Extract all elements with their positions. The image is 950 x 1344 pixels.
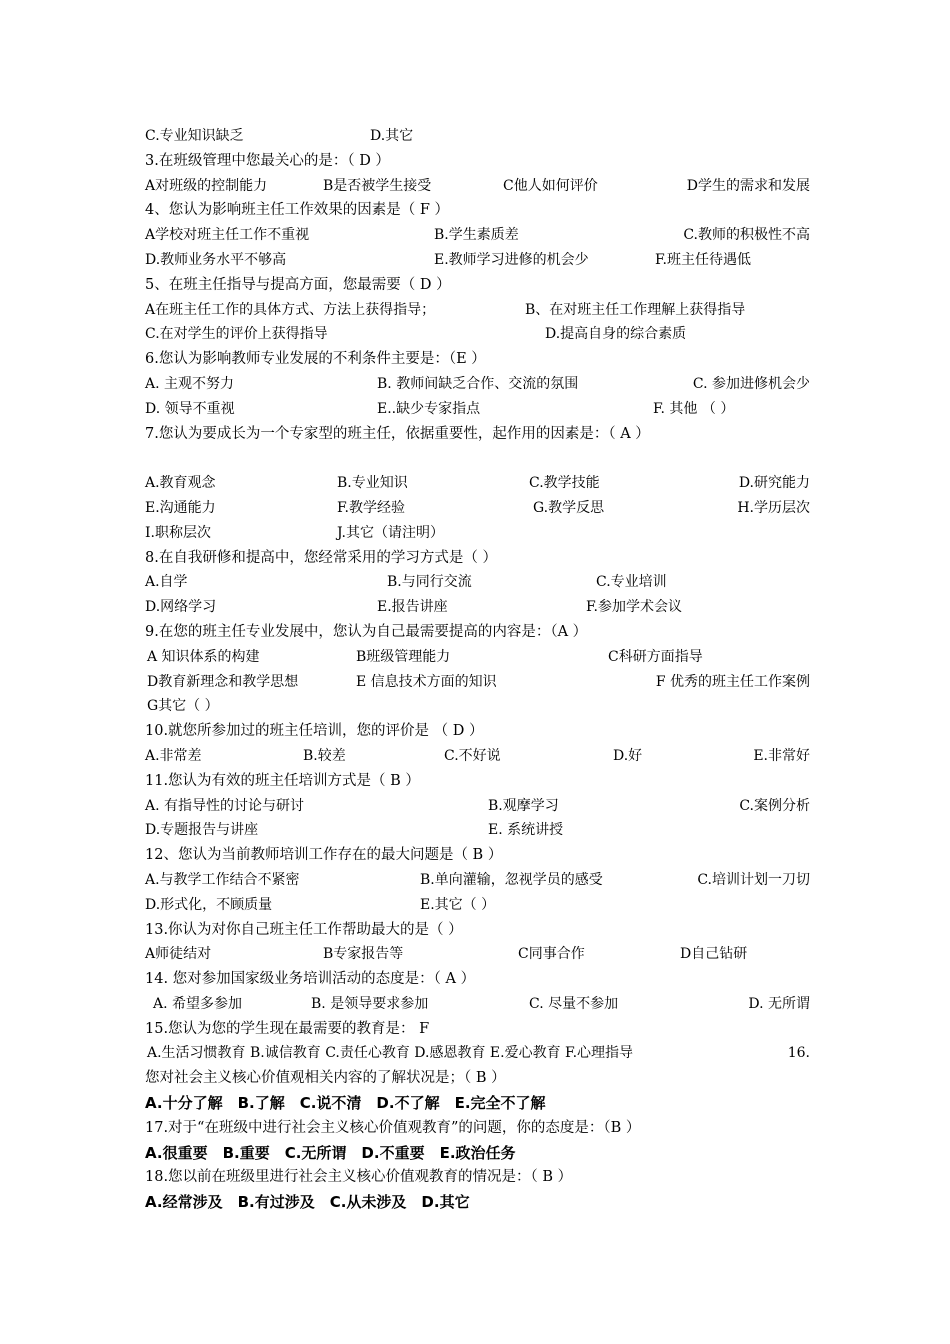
option-d: D教育新理念和教学思想: [147, 673, 299, 690]
question-16: 您对社会主义核心价值观相关内容的了解状况是；（ B ）: [145, 1070, 506, 1087]
question-9: 9.在您的班主任专业发展中，您认为自己最需要提高的内容是：（A ）: [145, 623, 588, 640]
option-e: E 信息技术方面的知识: [356, 673, 497, 690]
option-f: F. 其他 （ ）: [653, 400, 735, 417]
question-3-options: [145, 174, 810, 199]
option-d: D. 领导不重视: [145, 400, 235, 417]
option-f: F.班主任待遇低: [655, 251, 751, 268]
question-6: 6.您认为影响教师专业发展的不利条件主要是：（E ）: [145, 351, 486, 368]
option-c: C.不好说: [444, 747, 501, 764]
option-e: E.沟通能力: [145, 499, 216, 516]
question-10-options: [145, 744, 810, 769]
question-5-options-2: [145, 322, 810, 347]
option-d: D.提高自身的综合素质: [545, 326, 687, 343]
option-a: A.教育观念: [145, 475, 216, 492]
option-f: F.教学经验: [337, 499, 405, 516]
option-a: A对班级的控制能力: [145, 177, 268, 194]
option-c: C同事合作: [518, 946, 585, 963]
option-c: C. 参加进修机会少: [692, 375, 810, 392]
question-14: 14. 您对参加国家级业务培训活动的态度是：（ A ）: [145, 971, 476, 988]
option-i: I.职称层次: [145, 524, 211, 541]
question-15: 15.您认为您的学生现在最需要的教育是： F: [145, 1020, 430, 1037]
option-a: A学校对班主任工作不重视: [145, 227, 310, 244]
option-d: D.教师业务水平不够高: [145, 251, 287, 268]
question-5-options-1: [145, 298, 810, 323]
question-4: 4、您认为影响班主任工作效果的因素是（ F ）: [145, 202, 450, 219]
question-11: 11.您认为有效的班主任培训方式是（ B ）: [145, 772, 420, 789]
question-11-options-2: [145, 818, 810, 843]
option-b: B. 是领导要求参加: [311, 995, 429, 1012]
option-f: F.参加学术会议: [586, 599, 682, 616]
question-11-options-1: [145, 794, 810, 819]
option-c: C. 尽量不参加: [529, 995, 619, 1012]
option-d: D.研究能力: [738, 475, 810, 492]
option-e: E.其它（ ）: [420, 896, 496, 913]
question-12: 12、您认为当前教师培训工作存在的最大问题是（ B ）: [145, 847, 503, 864]
option-g: G其它（ ）: [147, 698, 219, 715]
question-10: 10.就您所参加过的班主任培训，您的评价是 （ D ）: [145, 723, 484, 740]
question-6-options-1: [145, 372, 810, 397]
question-17-options: A.很重要 B.重要 C.无所谓 D.不重要 E.政治任务: [145, 1143, 516, 1162]
option-c: C.专业知识缺乏: [145, 128, 244, 144]
question-13-options: [145, 942, 810, 967]
option-a: A在班主任工作的具体方式、方法上获得指导；: [145, 301, 436, 318]
question-16-number: 16.: [787, 1045, 810, 1062]
option-e: E.报告讲座: [377, 599, 448, 616]
option-d: D.其它: [370, 128, 414, 144]
options-text: A.生活习惯教育 B.诚信教育 C.责任心教育 D.感恩教育 E.爱心教育 F.心理指导: [147, 1045, 634, 1062]
option-a: A.与教学工作结合不紧密: [145, 871, 300, 888]
blank-line: [145, 446, 810, 471]
question-7-options-1: [145, 471, 810, 496]
question-8: 8.在自我研修和提高中，您经常采用的学习方式是（ ）: [145, 549, 497, 566]
question-16-options: A.十分了解 B.了解 C.说不清 D.不了解 E.完全不了解: [145, 1094, 546, 1113]
option-f: F 优秀的班主任工作案例: [655, 673, 810, 690]
question-5: 5、在班主任指导与提高方面，您最需要（ D ）: [145, 276, 451, 293]
question-3: 3.在班级管理中您最关心的是：（ D ）: [145, 152, 390, 169]
question-4-options-2: [145, 248, 810, 273]
question-12-options-1: [145, 868, 810, 893]
question-7: 7.您认为要成长为一个专家型的班主任，依据重要性，起作用的因素是：（ A ）: [145, 425, 650, 442]
options-line: [145, 124, 810, 149]
question-18: 18.您以前在班级里进行社会主义核心价值观教育的情况是：（ B ）: [145, 1169, 573, 1186]
option-d: D.专题报告与讲座: [145, 822, 259, 839]
question-9-options-3: [145, 694, 810, 719]
option-b: B班级管理能力: [356, 648, 451, 665]
option-c: C.专业培训: [596, 574, 667, 591]
option-c: C他人如何评价: [503, 177, 598, 194]
question-7-options-2: [145, 496, 810, 521]
option-a: A. 主观不努力: [145, 375, 235, 392]
questionnaire-body: [145, 124, 810, 1215]
question-17: 17.对于“在班级中进行社会主义核心价值观教育”的问题，你的态度是：（B ）: [145, 1119, 641, 1136]
option-d: D.好: [613, 747, 643, 764]
option-a: A.自学: [145, 574, 188, 591]
option-d: D学生的需求和发展: [686, 177, 810, 194]
option-d: D.网络学习: [145, 599, 217, 616]
option-h: H.学历层次: [737, 499, 810, 516]
question-8-options-2: [145, 595, 810, 620]
option-b: B专家报告等: [323, 946, 404, 963]
option-b: B.观摩学习: [488, 797, 559, 814]
option-b: B.单向灌输，忽视学员的感受: [420, 871, 603, 888]
option-c: C.教学技能: [529, 475, 600, 492]
question-18-options: A.经常涉及 B.有过涉及 C.从未涉及 D.其它: [145, 1193, 470, 1212]
option-b: B. 教师间缺乏合作、交流的氛围: [377, 375, 579, 392]
question-9-options-2: [145, 670, 810, 695]
option-c: C.案例分析: [739, 797, 810, 814]
question-15-options: [145, 1041, 810, 1066]
option-b: B.较差: [303, 747, 346, 764]
option-c: C.在对学生的评价上获得指导: [145, 326, 328, 343]
question-8-options-1: [145, 570, 810, 595]
option-a: A师徒结对: [145, 946, 212, 963]
option-e: E.教师学习进修的机会少: [434, 251, 589, 268]
option-d: D. 无所谓: [748, 995, 810, 1012]
option-c: C.教师的积极性不高: [683, 227, 810, 244]
option-d: D.形式化，不顾质量: [145, 896, 273, 913]
option-b: B是否被学生接受: [323, 177, 432, 194]
option-b: B、在对班主任工作理解上获得指导: [525, 301, 746, 318]
option-a: A. 希望多参加: [153, 995, 243, 1012]
question-14-options: [145, 992, 810, 1017]
option-b: B.与同行交流: [387, 574, 472, 591]
option-c: C科研方面指导: [608, 648, 703, 665]
option-c: C.培训计划一刀切: [697, 871, 810, 888]
option-b: B.专业知识: [337, 475, 408, 492]
question-6-options-2: [145, 397, 810, 422]
option-a: A 知识体系的构建: [147, 648, 260, 665]
option-e: E..缺少专家指点: [377, 400, 481, 417]
question-7-options-3: [145, 521, 810, 546]
option-e: E.非常好: [753, 747, 810, 764]
option-e: E. 系统讲授: [488, 822, 564, 839]
option-a: A. 有指导性的讨论与研讨: [145, 797, 305, 814]
question-4-options-1: [145, 223, 810, 248]
option-a: A.非常差: [145, 747, 202, 764]
question-9-options-1: [145, 645, 810, 670]
option-b: B.学生素质差: [434, 227, 519, 244]
option-d: D自己钻研: [680, 946, 748, 963]
option-j: J.其它（请注明）: [337, 524, 444, 541]
option-g: G.教学反思: [533, 499, 605, 516]
question-12-options-2: [145, 893, 810, 918]
question-13: 13.你认为对你自己班主任工作帮助最大的是（ ）: [145, 921, 463, 938]
